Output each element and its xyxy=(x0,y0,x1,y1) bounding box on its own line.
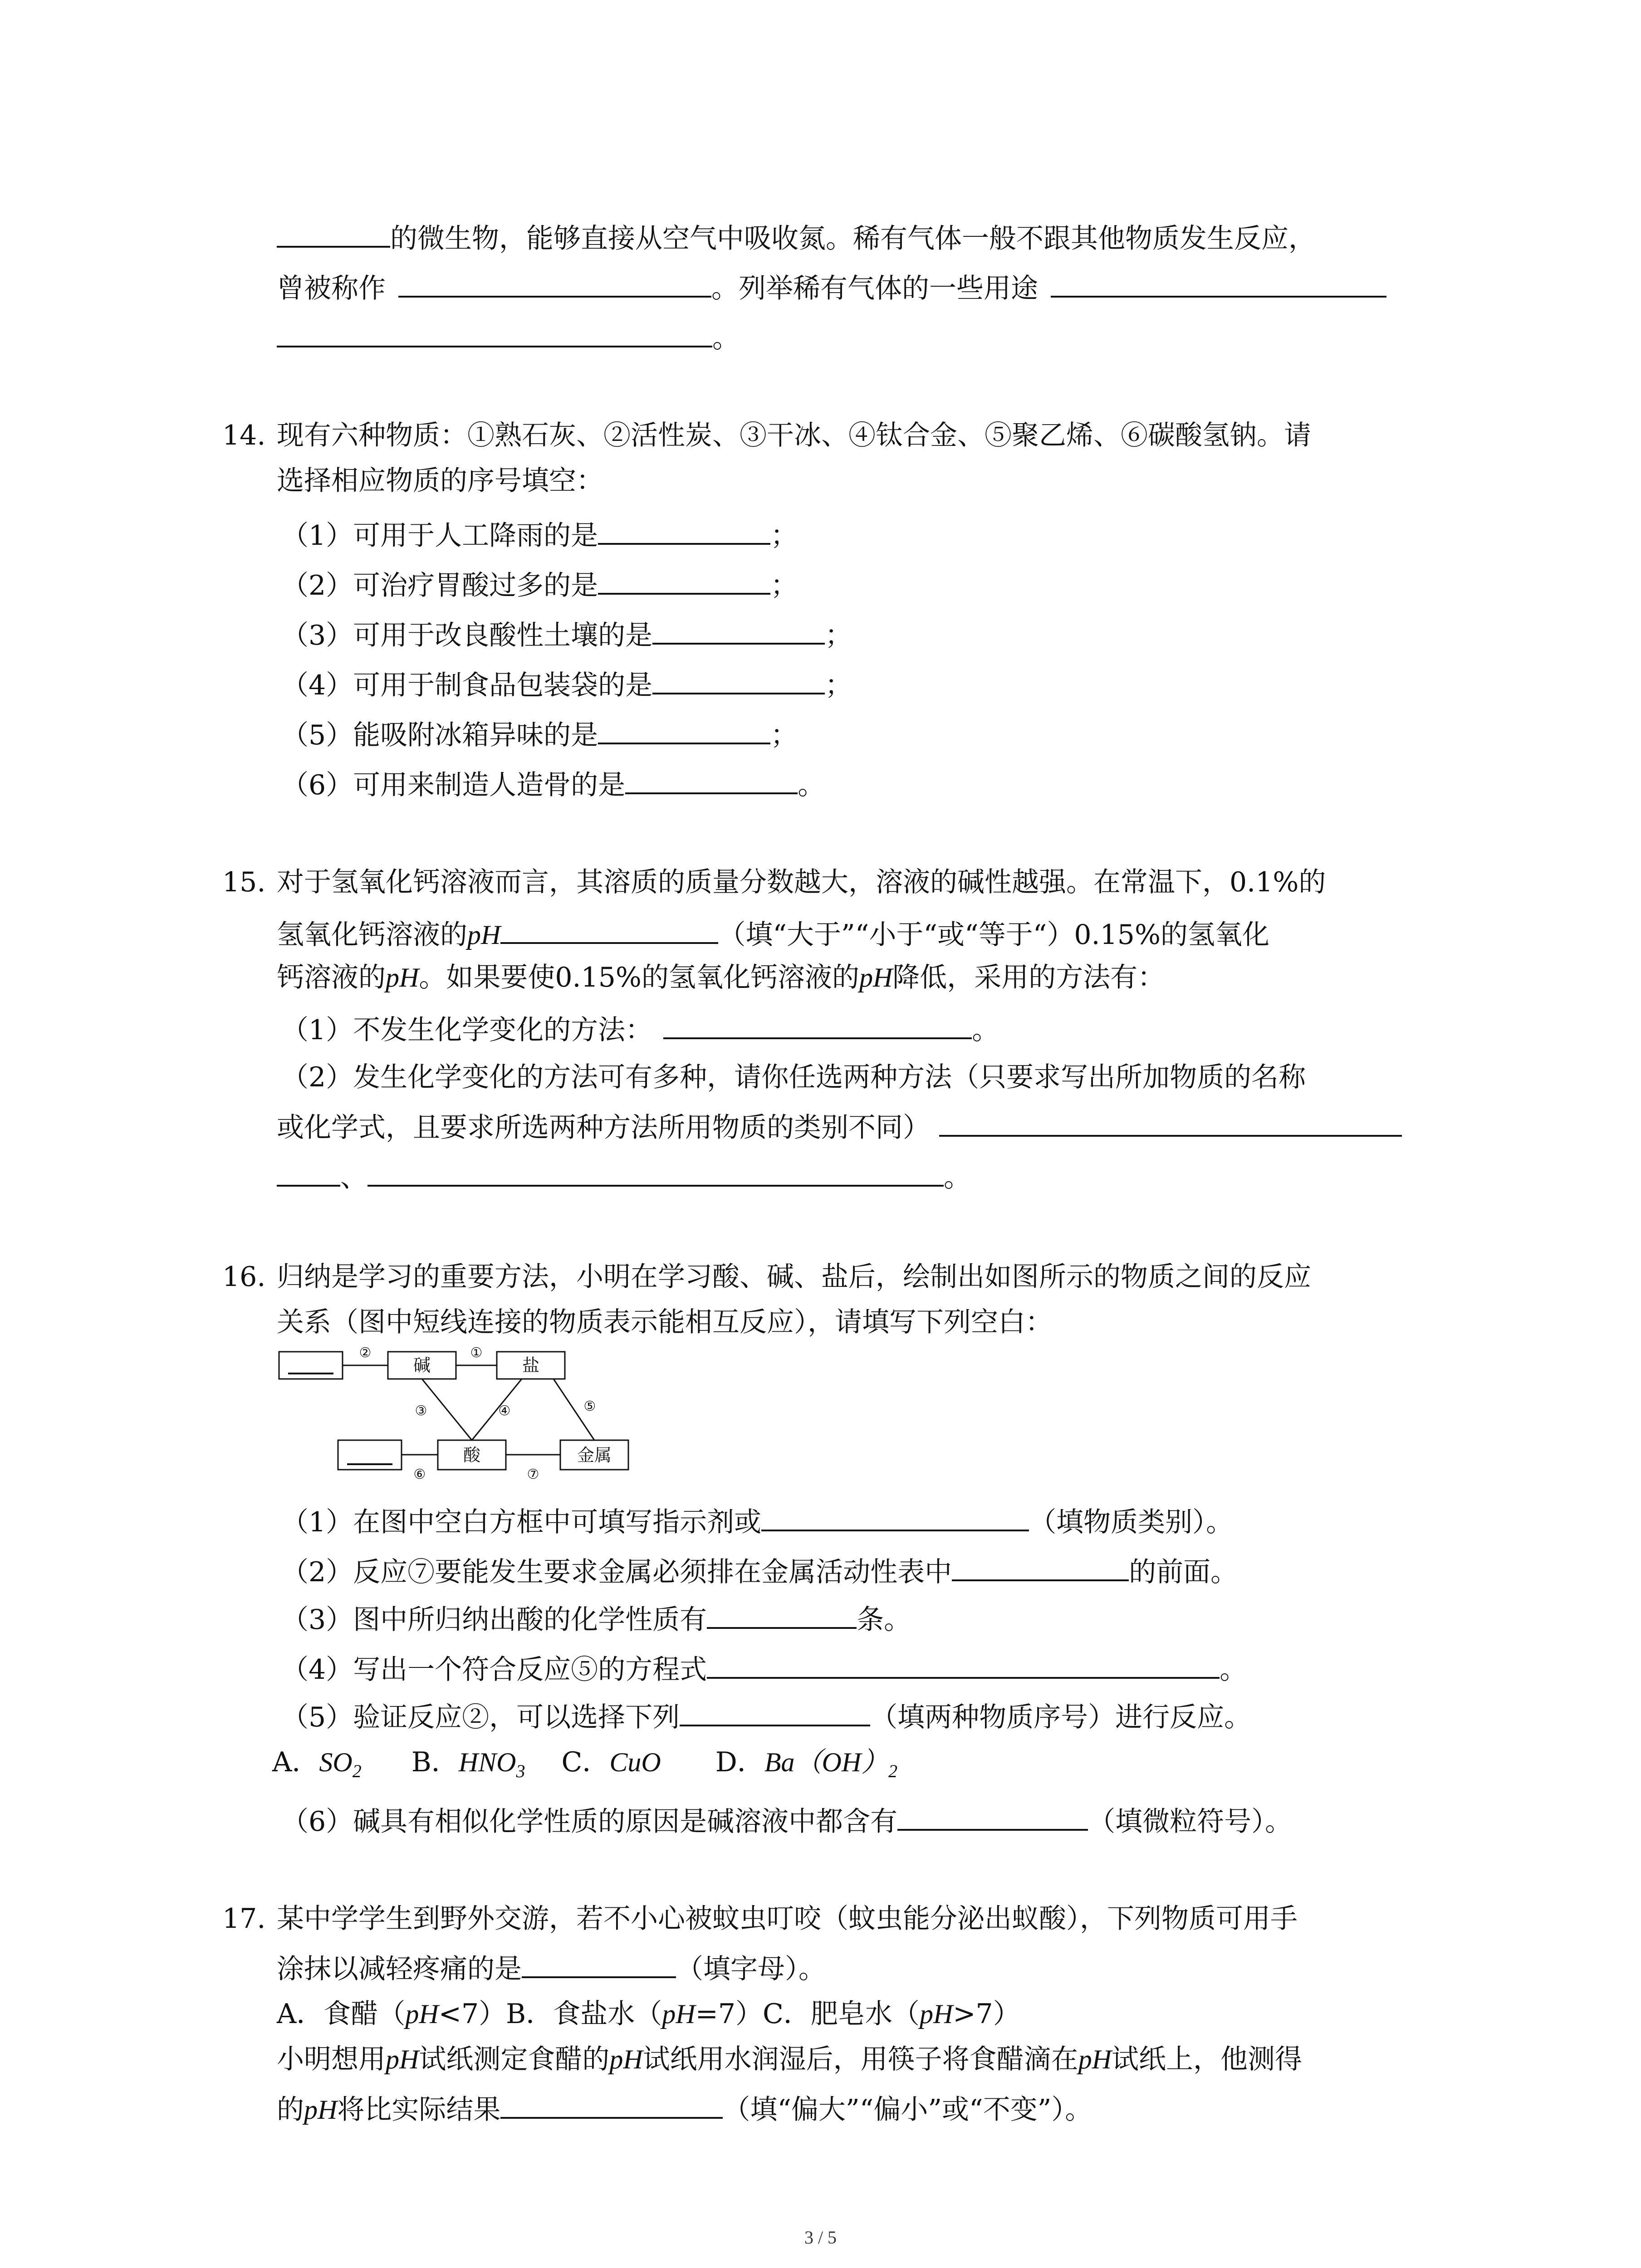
answer-blank[interactable] xyxy=(952,1551,1129,1581)
answer-blank[interactable] xyxy=(707,1599,857,1629)
salt-label: 盐 xyxy=(522,1355,540,1375)
answer-blank[interactable] xyxy=(680,1696,870,1726)
answer-blank[interactable] xyxy=(367,1157,944,1187)
q17-line5: 的pH将比实际结果 （填“偏大”“偏小”或“不变”）。 xyxy=(277,2089,1092,2125)
q16-line2: 关系（图中短线连接的物质表示能相互反应），请填写下列空白： xyxy=(277,1306,1053,1338)
answer-blank[interactable] xyxy=(522,1948,676,1978)
answer-blank[interactable] xyxy=(277,1157,340,1187)
answer-blank[interactable] xyxy=(939,1107,1402,1137)
q16-sub2: （2）反应⑦要能发生要求金属必须排在金属活动性表中 的前面。 xyxy=(281,1551,1238,1588)
answer-blank[interactable] xyxy=(652,665,825,694)
q15-line5: （2）发生化学变化的方法可有多种，请你任选两种方法（只要求写出所加物质的名称 xyxy=(281,1061,1306,1093)
q13-line3: 。 xyxy=(277,318,740,354)
answer-blank[interactable] xyxy=(398,268,711,298)
reaction-4-label: ④ xyxy=(498,1403,511,1419)
reaction-2-label: ② xyxy=(359,1345,372,1361)
base-label: 碱 xyxy=(413,1355,431,1375)
option-a[interactable]: A．食醋（pH xyxy=(277,1998,439,2030)
acid-label: 酸 xyxy=(463,1445,481,1465)
q17-line1: 某中学学生到野外交游，若不小心被蚊虫叮咬（蚊虫能分泌出蚁酸），下列物质可用手 xyxy=(277,1903,1298,1935)
option-c[interactable]: =7）C．肥皂水（pH>7） xyxy=(695,1998,1020,2030)
reaction-3-label: ③ xyxy=(415,1403,427,1419)
blank-box-bottom[interactable] xyxy=(338,1440,402,1470)
answer-blank[interactable] xyxy=(277,318,712,347)
metal-label: 金属 xyxy=(577,1445,612,1465)
answer-blank[interactable] xyxy=(500,914,718,944)
answer-blank[interactable] xyxy=(663,1009,972,1039)
option-a[interactable]: A．$SO_2$ xyxy=(272,1746,362,1781)
q14-item: （3）可用于改良酸性土壤的是 ； xyxy=(281,615,852,651)
q16-sub3: （3）图中所归纳出酸的化学性质有 条。 xyxy=(281,1599,911,1635)
answer-blank[interactable] xyxy=(598,714,770,744)
q14-item: （1）可用于人工降雨的是 ； xyxy=(281,515,798,551)
q15-line1: 对于氢氧化钙溶液而言，其溶质的质量分数越大，溶液的碱性越强。在常温下，0.1%的 xyxy=(277,866,1326,898)
q16-sub1: （1）在图中空白方框中可填写指示剂或 （填物质类别）。 xyxy=(281,1501,1233,1538)
q16-sub4: （4）写出一个符合反应⑤的方程式 。 xyxy=(281,1649,1247,1685)
option-b[interactable]: B．$HNO_3$ xyxy=(411,1746,525,1781)
q17-line4: 小明想用pH试纸测定食醋的pH试纸用水润湿后，用筷子将食醋滴在pH试纸上，他测得 xyxy=(277,2043,1303,2075)
reaction-1-label: ① xyxy=(470,1345,483,1361)
q14-number: 14. xyxy=(222,420,266,451)
q14-item: （2）可治疗胃酸过多的是 ； xyxy=(281,565,798,601)
option-b[interactable]: <7）B．食盐水（pH xyxy=(438,1998,696,2030)
reaction-diagram xyxy=(277,1338,780,1488)
q15-line2: 氢氧化钙溶液的pH （填“大于”“小于“或“等于“）0.15%的氢氧化 xyxy=(277,914,1269,950)
q13-line2: 曾被称作 。列举稀有气体的一些用途 xyxy=(277,268,1386,304)
q17-number: 17. xyxy=(222,1903,266,1935)
answer-blank[interactable] xyxy=(761,1501,1029,1531)
q14-item: （5）能吸附冰箱异味的是 ； xyxy=(281,714,798,751)
q13-line1: 的微生物，能够直接从空气中吸收氮。稀有气体一般不跟其他物质发生反应， xyxy=(277,218,1316,254)
answer-blank[interactable] xyxy=(707,1649,1220,1679)
answer-blank[interactable] xyxy=(652,615,825,645)
reaction-7-label: ⑦ xyxy=(527,1466,539,1482)
q16-number: 16. xyxy=(222,1261,266,1293)
answer-blank[interactable] xyxy=(500,2089,723,2119)
q15-line7: 、 。 xyxy=(277,1157,971,1193)
q15-line6: 或化学式，且要求所选两种方法所用物质的类别不同） xyxy=(277,1107,1402,1143)
q15-line3: 钙溶液的pH。如果要使0.15%的氢氧化钙溶液的pH降低，采用的方法有： xyxy=(277,962,1165,993)
answer-blank[interactable] xyxy=(277,218,390,248)
q14-intro-line1: 现有六种物质：①熟石灰、②活性炭、③干冰、④钛合金、⑤聚乙烯、⑥碳酸氢钠。请 xyxy=(277,420,1311,451)
q16-sub5: （5）验证反应②，可以选择下列 （填两种物质序号）进行反应。 xyxy=(281,1696,1251,1733)
q14-intro-line2: 选择相应物质的序号填空： xyxy=(277,465,603,497)
reaction-5-label: ⑤ xyxy=(583,1398,596,1414)
blank-box-top[interactable] xyxy=(279,1352,343,1379)
answer-blank[interactable] xyxy=(598,565,770,595)
q16-sub6: （6）碱具有相似化学性质的原因是碱溶液中都含有 （填微粒符号）。 xyxy=(281,1801,1292,1837)
q16-options xyxy=(272,1744,897,1780)
answer-blank[interactable] xyxy=(1051,268,1386,298)
q14-item: （6）可用来制造人造骨的是 。 xyxy=(281,764,825,801)
reaction-6-label: ⑥ xyxy=(413,1466,426,1482)
q17-line2: 涂抹以减轻疼痛的是 （填字母）。 xyxy=(277,1948,826,1984)
answer-blank[interactable] xyxy=(897,1801,1088,1831)
q16-line1: 归纳是学习的重要方法，小明在学习酸、碱、盐后，绘制出如图所示的物质之间的反应 xyxy=(277,1261,1311,1293)
answer-blank[interactable] xyxy=(625,764,798,794)
q17-line3 xyxy=(277,1996,1020,2032)
page-number: 3 / 5 xyxy=(804,2227,837,2248)
answer-blank[interactable] xyxy=(598,515,770,545)
q15-line4: （1）不发生化学变化的方法： 。 xyxy=(281,1009,999,1046)
q14-item: （4）可用于制食品包装袋的是 ； xyxy=(281,665,852,701)
q15-number: 15. xyxy=(222,866,266,898)
option-c[interactable]: C．CuO xyxy=(561,1746,661,1778)
option-d[interactable]: D．$Ba(OH)_2$ xyxy=(715,1746,898,1781)
